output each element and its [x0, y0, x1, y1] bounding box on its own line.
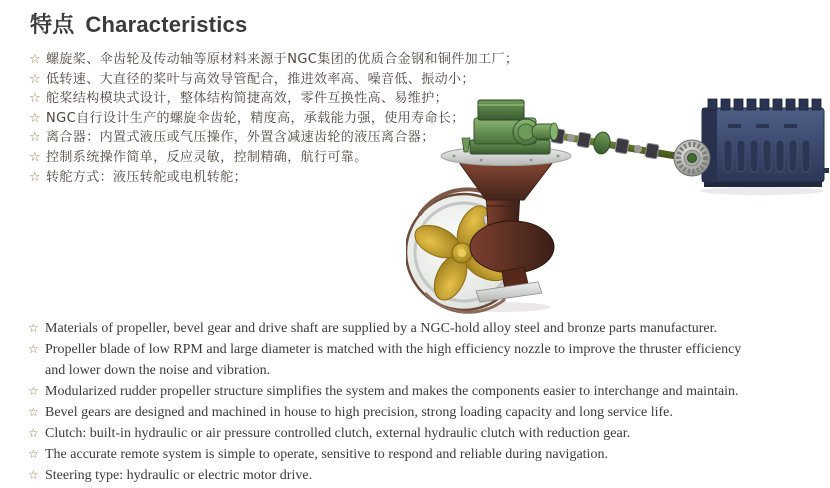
- bevel-gearbox: [462, 100, 558, 154]
- star-bullet-icon: ☆: [29, 52, 42, 67]
- page-title: [30, 8, 247, 39]
- feature-text: 舵桨结构模块式设计，整体结构简捷高效，零件互换性高、易维护；: [46, 91, 449, 107]
- feature-text: 转舵方式：液压转舵或电机转舵；: [46, 169, 248, 185]
- flywheel-coupling: [674, 140, 710, 176]
- star-bullet-icon: ☆: [29, 71, 42, 87]
- diesel-engine: [702, 99, 829, 187]
- feature-text: NGC自行设计生产的螺旋伞齿轮，精度高，承载能力强，使用寿命长；: [46, 110, 465, 126]
- star-bullet-icon: ☆: [28, 426, 39, 440]
- list-item: [28, 402, 762, 423]
- english-feature-list: [28, 318, 762, 486]
- feature-text: Propeller blade of low RPM and large diameter is matched with the high efficiency nozzle to improve the thruster efficiency and lower down the noise and vibration.: [45, 342, 742, 378]
- list-item: [28, 465, 762, 486]
- feature-text: Steering type: hydraulic or electric motor drive.: [45, 468, 313, 483]
- feature-text: The accurate remote system is simple to operate, sensitive to respond and reliable during navigation.: [45, 447, 608, 462]
- feature-text: 控制系统操作简单，反应灵敏，控制精确，航行可靠。: [46, 149, 368, 165]
- star-bullet-icon: ☆: [28, 405, 39, 419]
- star-bullet-icon: ☆: [29, 110, 42, 126]
- page-title-chinese: 特点: [30, 12, 75, 37]
- list-item: [28, 381, 762, 402]
- star-bullet-icon: ☆: [29, 130, 42, 146]
- feature-text: Materials of propeller, bevel gear and drive shaft are supplied by a NGC-hold alloy steel and bronze parts manufacturer.: [45, 321, 717, 336]
- star-bullet-icon: ☆: [28, 468, 39, 482]
- star-bullet-icon: ☆: [29, 149, 42, 165]
- star-bullet-icon: ☆: [28, 447, 39, 461]
- star-bullet-icon: ☆: [28, 321, 39, 335]
- star-bullet-icon: ☆: [28, 342, 39, 356]
- engine-side-ribs: [724, 140, 810, 172]
- star-bullet-icon: ☆: [28, 384, 39, 398]
- feature-text: Bevel gears are designed and machined in house to high precision, strong loading capacity and long service life.: [45, 405, 673, 420]
- star-bullet-icon: ☆: [29, 91, 42, 107]
- list-item: [28, 423, 762, 444]
- list-item: [29, 70, 518, 90]
- list-item: [28, 318, 762, 339]
- rudder-propeller-illustration: [406, 94, 830, 322]
- list-item: [28, 339, 762, 381]
- feature-text: 离合器：内置式液压或气压操作，外置含减速齿轮的液压离合器；: [46, 130, 435, 146]
- rudder-propeller-svg: [406, 94, 830, 322]
- feature-text: 低转速、大直径的桨叶与高效导管配合，推进效率高、噪音低、振动小；: [46, 71, 475, 87]
- feature-text: Clutch: built-in hydraulic or air pressure controlled clutch, external hydraulic clutch with reduction gear.: [45, 426, 631, 441]
- engine-top-covers: [708, 99, 821, 110]
- page-title-english: Characteristics: [85, 12, 248, 37]
- star-bullet-icon: ☆: [29, 169, 42, 185]
- feature-text: Modularized rudder propeller structure simplifies the system and makes the components easier to interchange and maintain.: [45, 384, 739, 399]
- engine-shadow: [700, 187, 824, 195]
- feature-text: 螺旋桨、伞齿轮及传动轴等原材料来源于NGC集团的优质合金钢和铜件加工厂；: [46, 52, 519, 67]
- list-item: [29, 50, 518, 70]
- list-item: [28, 444, 762, 465]
